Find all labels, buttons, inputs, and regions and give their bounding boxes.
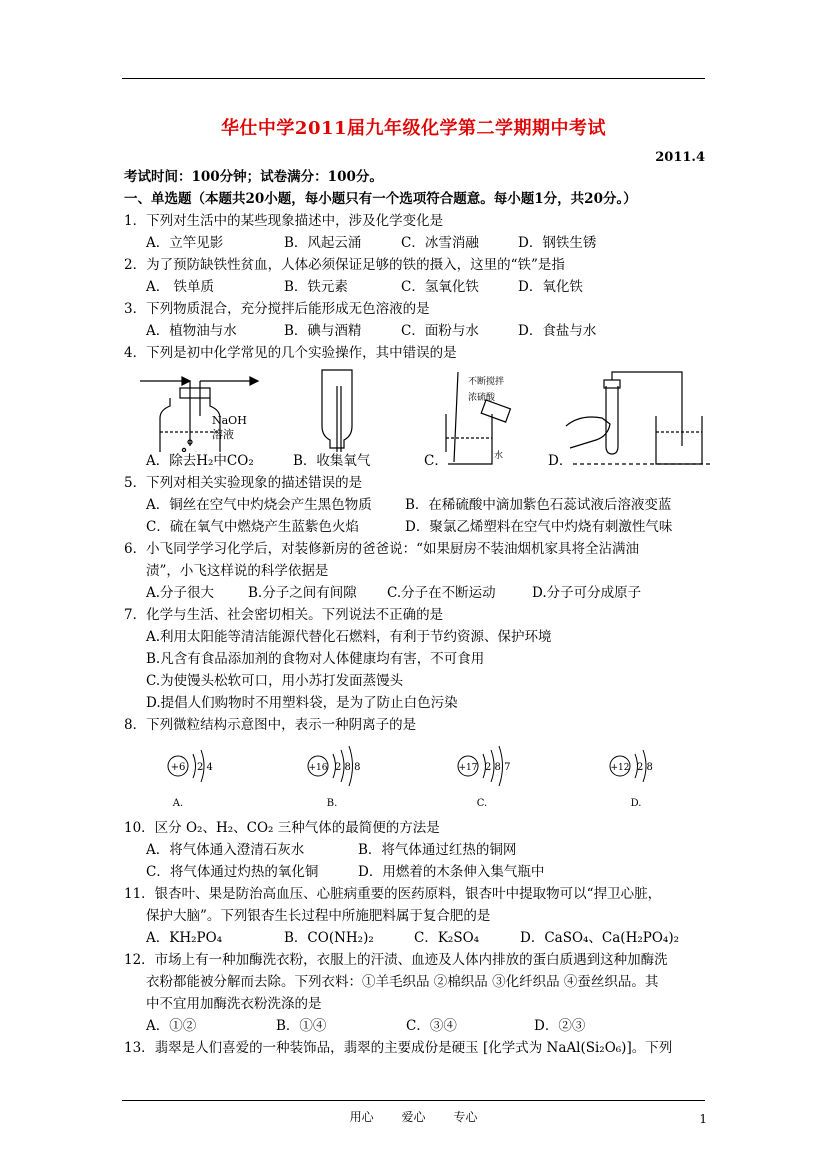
q1-option-a: A．立竿见影 (146, 235, 224, 251)
q3-option-a: A．植物油与水 (146, 323, 237, 339)
q1-option-c: C．冰雪消融 (401, 235, 479, 251)
stirring-label: 不断搅拌 (468, 377, 505, 387)
q4-option-a: A．除去H₂中CO₂ (146, 453, 254, 469)
q2-option-b: B．铁元素 (284, 279, 348, 295)
question-5-stem: 5．下列对相关实验现象的描述错误的是 (124, 475, 363, 491)
question-6-stem-2: 渍”，小飞这样说的科学依据是 (146, 563, 329, 579)
section-heading: 一、单选题（本题共20小题，每小题只有一个选项符合题意。每小题1分，共20分。） (124, 191, 637, 207)
q12-option-b: B．①④ (276, 1018, 327, 1034)
q12-option-c: C．③④ (406, 1018, 457, 1034)
q7-option-c: C.为使馒头松软可口，用小苏打发面蒸馒头 (146, 673, 404, 689)
q12-option-d: D．②③ (534, 1018, 586, 1034)
question-13-stem: 13．翡翠是人们喜爱的一种装饰品，翡翠的主要成份是硬玉 [化学式为 NaAl(Si₂O₆)]。下列 (124, 1040, 673, 1056)
exam-date: 2011.4 (655, 150, 705, 165)
q5-option-d: D．聚氯乙烯塑料在空气中灼烧有刺激性气味 (405, 519, 673, 535)
svg-text:2 4: 2 4 (197, 762, 213, 773)
question-1-stem: 1．下列对生活中的某些现象描述中，涉及化学变化是 (124, 213, 444, 229)
q10-option-b: B．将气体通过红热的铜网 (358, 842, 517, 858)
q7-option-d: D.提倡人们购物时不用塑料袋，是为了防止白色污染 (146, 695, 458, 711)
naoh-label-2: 溶液 (212, 428, 234, 441)
q2-option-d: D．氧化铁 (518, 279, 583, 295)
q6-option-b: B.分子之间有间隙 (248, 585, 357, 601)
atom-c (458, 746, 510, 809)
q11-option-c: C．K₂SO₄ (414, 930, 480, 946)
q10-option-c: C．将气体通过灼热的氧化铜 (146, 864, 319, 880)
footer-text-2: 爱心 (401, 1110, 426, 1124)
svg-text:2 8: 2 8 (637, 762, 653, 773)
q5-option-a: A．铜丝在空气中灼烧会产生黑色物质 (146, 497, 372, 513)
header-rule (122, 78, 705, 79)
svg-text:+6: +6 (170, 762, 186, 773)
q6-option-d: D.分子可分成原子 (532, 585, 642, 601)
atom-structure-figure (150, 740, 670, 810)
footer-text-1: 用心 (349, 1110, 374, 1124)
q2-option-c: C．氢氧化铁 (401, 279, 479, 295)
gas-collection-bottle-diagram (322, 370, 362, 458)
q10-option-a: A．将气体通入澄清石灰水 (146, 842, 305, 858)
footer-text-3: 专心 (453, 1110, 478, 1124)
question-4-stem: 4．下列是初中化学常见的几个实验操作，其中错误的是 (124, 345, 457, 361)
q4-option-c: C． (424, 453, 448, 469)
q7-option-b: B.凡含有食品添加剂的食物对人体健康均有害，不可食用 (146, 651, 485, 667)
atom-d (610, 750, 653, 809)
q6-option-a: A.分子很大 (146, 585, 215, 601)
question-12-stem-1: 12．市场上有一种加酶洗衣粉，衣服上的汗渍、血迹及人体内排放的蛋白质遇到这种加酶洗 (124, 952, 668, 968)
atom-a (168, 750, 213, 809)
page-title: 华仕中学2011届九年级化学第二学期期中考试 (220, 118, 607, 139)
q3-option-c: C．面粉与水 (401, 323, 479, 339)
airtightness-check-diagram (566, 372, 710, 464)
svg-text:+17: +17 (458, 763, 478, 773)
q1-option-d: D．钢铁生锈 (518, 235, 597, 251)
q5-option-c: C．硫在氧气中燃烧产生蓝紫色火焰 (146, 519, 359, 535)
question-11-stem-2: 保护大脑”。下列银杏生长过程中所施肥料属于复合肥的是 (146, 908, 491, 924)
svg-text:2 8 7: 2 8 7 (485, 762, 511, 773)
q2-option-a: A． 铁单质 (146, 279, 215, 295)
page-number: 1 (699, 1112, 707, 1126)
water-label: 水 (494, 451, 504, 461)
q12-option-a: A．①② (146, 1018, 197, 1034)
q10-option-d: D．用燃着的木条伸入集气瓶中 (358, 864, 545, 880)
svg-text:+16: +16 (308, 763, 328, 773)
footer-rule (122, 1100, 705, 1101)
svg-text:D.: D. (630, 798, 642, 809)
q4-option-d: D． (548, 453, 573, 469)
q6-option-c: C.分子在不断运动 (387, 585, 496, 601)
svg-text:+12: +12 (610, 763, 630, 773)
q1-option-b: B．风起云涌 (284, 235, 362, 251)
question-8-stem: 8．下列微粒结构示意图中，表示一种阴离子的是 (124, 717, 417, 733)
question-12-stem-3: 中不宜用加酶洗衣粉洗涤的是 (146, 996, 322, 1012)
question-10-stem: 10．区分 O₂、H₂、CO₂ 三种气体的最简便的方法是 (124, 820, 440, 836)
sulfuric-acid-label: 浓硫酸 (468, 393, 496, 403)
svg-text:B.: B. (326, 798, 338, 809)
question-7-stem: 7．化学与生活、社会密切相关。下列说法不正确的是 (124, 607, 444, 623)
q3-option-b: B．碘与酒精 (284, 323, 362, 339)
q4-option-b: B．收集氧气 (293, 453, 371, 469)
q11-option-a: A．KH₂PO₄ (146, 930, 223, 946)
question-2-stem: 2．为了预防缺铁性贫血，人体必须保证足够的铁的摄入，这里的“铁”是指 (124, 257, 565, 273)
q11-option-b: B．CO(NH₂)₂ (284, 930, 374, 946)
q3-option-d: D．食盐与水 (518, 323, 597, 339)
svg-text:2 8 8: 2 8 8 (335, 762, 361, 773)
svg-text:C.: C. (476, 798, 488, 809)
q5-option-b: B．在稀硫酸中滴加紫色石蕊试液后溶液变蓝 (405, 497, 672, 513)
exam-info: 考试时间：100分钟；试卷满分：100分。 (124, 169, 383, 185)
q7-option-a: A.利用太阳能等清洁能源代替化石燃料，有利于节约资源、保护环境 (146, 629, 552, 645)
question-3-stem: 3．下列物质混合，充分搅拌后能形成无色溶液的是 (124, 301, 430, 317)
naoh-label-1: NaOH (212, 414, 247, 427)
svg-text:A.: A. (172, 798, 184, 809)
atom-b (308, 746, 360, 809)
question-6-stem-1: 6．小飞同学学习化学后，对装修新房的爸爸说：“如果厨房不装油烟机家具将全沾满油 (124, 541, 639, 557)
question-12-stem-2: 衣粉都能被分解而去除。下列衣料：①羊毛织品 ②棉织品 ③化纤织品 ④蚕丝织品。其 (146, 974, 659, 990)
q11-option-d: D．CaSO₄、Ca(H₂PO₄)₂ (520, 930, 680, 946)
question-11-stem-1: 11．银杏叶、果是防治高血压、心脏病重要的医药原料，银杏叶中提取物可以“捍卫心脏， (124, 886, 662, 902)
